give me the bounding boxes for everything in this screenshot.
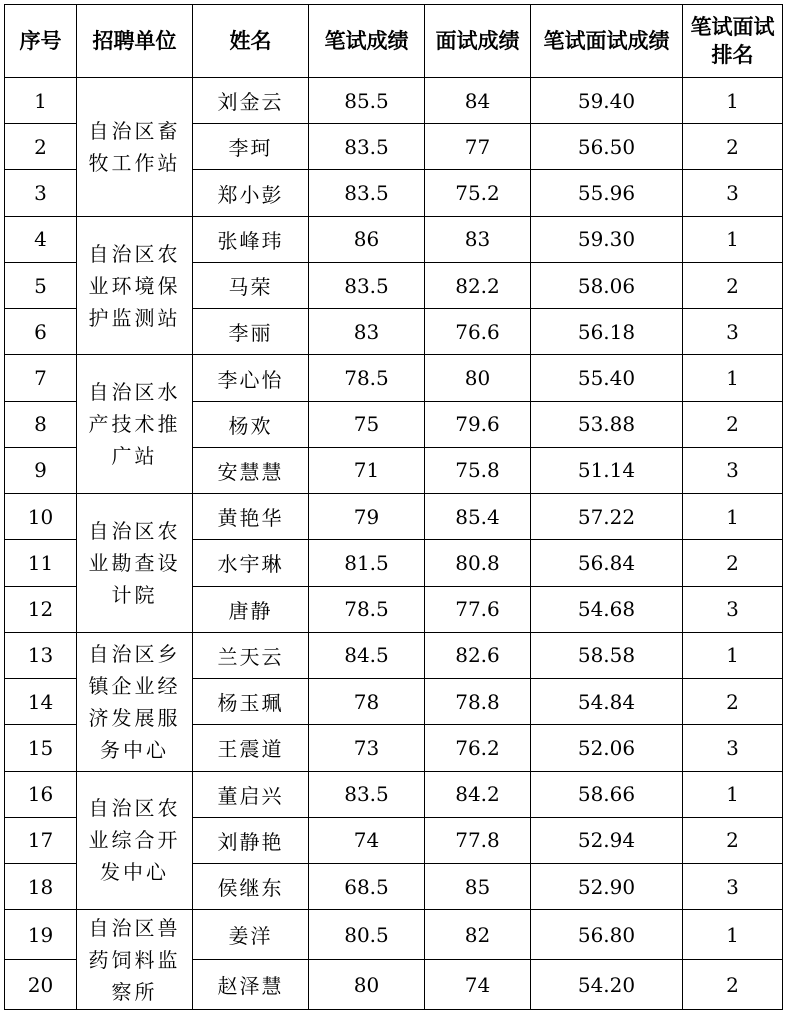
cell-rank: 1 (683, 494, 783, 540)
cell-rank: 1 (683, 355, 783, 401)
cell-unit: 自治区水产技术推广站 (77, 355, 193, 494)
cell-unit: 自治区农业环境保护监测站 (77, 216, 193, 355)
table-row (5, 632, 783, 678)
cell-rank: 3 (683, 447, 783, 493)
cell-name: 唐静 (193, 586, 309, 632)
cell-seq: 11 (5, 540, 77, 586)
cell-written-score: 75 (309, 401, 425, 447)
cell-seq: 8 (5, 401, 77, 447)
cell-written-score: 86 (309, 216, 425, 262)
cell-interview-score: 80 (425, 355, 531, 401)
header-unit: 招聘单位 (77, 5, 193, 78)
cell-name: 杨玉珮 (193, 679, 309, 725)
cell-interview-score: 79.6 (425, 401, 531, 447)
cell-unit: 自治区畜牧工作站 (77, 78, 193, 217)
cell-rank: 2 (683, 401, 783, 447)
cell-name: 侯继东 (193, 863, 309, 909)
cell-unit: 自治区农业勘查设计院 (77, 494, 193, 633)
cell-total-score: 58.66 (531, 771, 683, 817)
cell-total-score: 54.20 (531, 960, 683, 1010)
cell-seq: 19 (5, 910, 77, 960)
cell-seq: 17 (5, 817, 77, 863)
cell-rank: 1 (683, 632, 783, 678)
cell-name: 李珂 (193, 124, 309, 170)
cell-seq: 12 (5, 586, 77, 632)
cell-rank: 2 (683, 960, 783, 1010)
table-row (5, 78, 783, 124)
cell-written-score: 78 (309, 679, 425, 725)
cell-interview-score: 84 (425, 78, 531, 124)
cell-total-score: 53.88 (531, 401, 683, 447)
cell-rank: 2 (683, 124, 783, 170)
table-row (5, 910, 783, 960)
cell-written-score: 83.5 (309, 170, 425, 216)
cell-interview-score: 76.6 (425, 309, 531, 355)
cell-seq: 9 (5, 447, 77, 493)
cell-written-score: 80 (309, 960, 425, 1010)
cell-name: 赵泽慧 (193, 960, 309, 1010)
cell-name: 李丽 (193, 309, 309, 355)
cell-written-score: 83.5 (309, 262, 425, 308)
cell-interview-score: 76.2 (425, 725, 531, 771)
header-rank: 笔试面试排名 (683, 5, 783, 78)
cell-written-score: 71 (309, 447, 425, 493)
cell-interview-score: 82.2 (425, 262, 531, 308)
cell-name: 黄艳华 (193, 494, 309, 540)
cell-written-score: 73 (309, 725, 425, 771)
cell-interview-score: 75.2 (425, 170, 531, 216)
cell-seq: 6 (5, 309, 77, 355)
cell-total-score: 59.40 (531, 78, 683, 124)
cell-total-score: 57.22 (531, 494, 683, 540)
cell-total-score: 59.30 (531, 216, 683, 262)
cell-name: 安慧慧 (193, 447, 309, 493)
cell-written-score: 80.5 (309, 910, 425, 960)
cell-rank: 1 (683, 910, 783, 960)
cell-rank: 1 (683, 216, 783, 262)
cell-written-score: 78.5 (309, 586, 425, 632)
table-row (5, 494, 783, 540)
cell-name: 张峰玮 (193, 216, 309, 262)
cell-written-score: 79 (309, 494, 425, 540)
cell-interview-score: 85.4 (425, 494, 531, 540)
cell-rank: 3 (683, 170, 783, 216)
cell-total-score: 55.96 (531, 170, 683, 216)
cell-total-score: 55.40 (531, 355, 683, 401)
header-name: 姓名 (193, 5, 309, 78)
cell-written-score: 68.5 (309, 863, 425, 909)
cell-seq: 5 (5, 262, 77, 308)
table-row (5, 216, 783, 262)
header-row (5, 5, 783, 78)
table-row (5, 771, 783, 817)
cell-name: 郑小彭 (193, 170, 309, 216)
cell-total-score: 56.84 (531, 540, 683, 586)
cell-written-score: 84.5 (309, 632, 425, 678)
header-interview-score: 面试成绩 (425, 5, 531, 78)
cell-total-score: 56.80 (531, 910, 683, 960)
cell-rank: 3 (683, 863, 783, 909)
cell-unit: 自治区兽药饲料监察所 (77, 910, 193, 1010)
cell-total-score: 54.68 (531, 586, 683, 632)
cell-name: 姜洋 (193, 910, 309, 960)
cell-interview-score: 75.8 (425, 447, 531, 493)
results-table (4, 4, 783, 1010)
cell-seq: 10 (5, 494, 77, 540)
header-total-score: 笔试面试成绩 (531, 5, 683, 78)
cell-seq: 7 (5, 355, 77, 401)
cell-rank: 3 (683, 309, 783, 355)
cell-name: 马荣 (193, 262, 309, 308)
cell-name: 刘金云 (193, 78, 309, 124)
cell-rank: 1 (683, 78, 783, 124)
cell-total-score: 52.94 (531, 817, 683, 863)
table-body (5, 78, 783, 1010)
table-header (5, 5, 783, 78)
header-written-score: 笔试成绩 (309, 5, 425, 78)
cell-name: 水宇琳 (193, 540, 309, 586)
cell-total-score: 54.84 (531, 679, 683, 725)
cell-seq: 3 (5, 170, 77, 216)
cell-interview-score: 82 (425, 910, 531, 960)
cell-total-score: 51.14 (531, 447, 683, 493)
cell-total-score: 52.90 (531, 863, 683, 909)
cell-interview-score: 84.2 (425, 771, 531, 817)
header-seq: 序号 (5, 5, 77, 78)
cell-written-score: 85.5 (309, 78, 425, 124)
table-row (5, 355, 783, 401)
cell-rank: 2 (683, 540, 783, 586)
cell-written-score: 78.5 (309, 355, 425, 401)
cell-seq: 18 (5, 863, 77, 909)
cell-total-score: 58.06 (531, 262, 683, 308)
cell-interview-score: 80.8 (425, 540, 531, 586)
cell-interview-score: 83 (425, 216, 531, 262)
cell-seq: 13 (5, 632, 77, 678)
cell-written-score: 83 (309, 309, 425, 355)
cell-unit: 自治区农业综合开发中心 (77, 771, 193, 910)
cell-written-score: 83.5 (309, 124, 425, 170)
cell-name: 兰天云 (193, 632, 309, 678)
cell-rank: 3 (683, 725, 783, 771)
cell-name: 王震道 (193, 725, 309, 771)
cell-interview-score: 77.8 (425, 817, 531, 863)
cell-rank: 3 (683, 586, 783, 632)
cell-written-score: 81.5 (309, 540, 425, 586)
cell-seq: 14 (5, 679, 77, 725)
cell-interview-score: 77 (425, 124, 531, 170)
cell-seq: 4 (5, 216, 77, 262)
cell-interview-score: 74 (425, 960, 531, 1010)
cell-seq: 15 (5, 725, 77, 771)
cell-rank: 2 (683, 679, 783, 725)
cell-total-score: 52.06 (531, 725, 683, 771)
cell-seq: 1 (5, 78, 77, 124)
cell-written-score: 83.5 (309, 771, 425, 817)
cell-seq: 2 (5, 124, 77, 170)
cell-seq: 20 (5, 960, 77, 1010)
cell-written-score: 74 (309, 817, 425, 863)
cell-total-score: 58.58 (531, 632, 683, 678)
cell-name: 刘静艳 (193, 817, 309, 863)
cell-interview-score: 78.8 (425, 679, 531, 725)
cell-name: 李心怡 (193, 355, 309, 401)
cell-name: 董启兴 (193, 771, 309, 817)
cell-interview-score: 82.6 (425, 632, 531, 678)
cell-rank: 2 (683, 262, 783, 308)
cell-total-score: 56.50 (531, 124, 683, 170)
cell-name: 杨欢 (193, 401, 309, 447)
cell-seq: 16 (5, 771, 77, 817)
cell-total-score: 56.18 (531, 309, 683, 355)
cell-unit: 自治区乡镇企业经济发展服务中心 (77, 632, 193, 771)
cell-interview-score: 85 (425, 863, 531, 909)
cell-interview-score: 77.6 (425, 586, 531, 632)
cell-rank: 2 (683, 817, 783, 863)
cell-rank: 1 (683, 771, 783, 817)
